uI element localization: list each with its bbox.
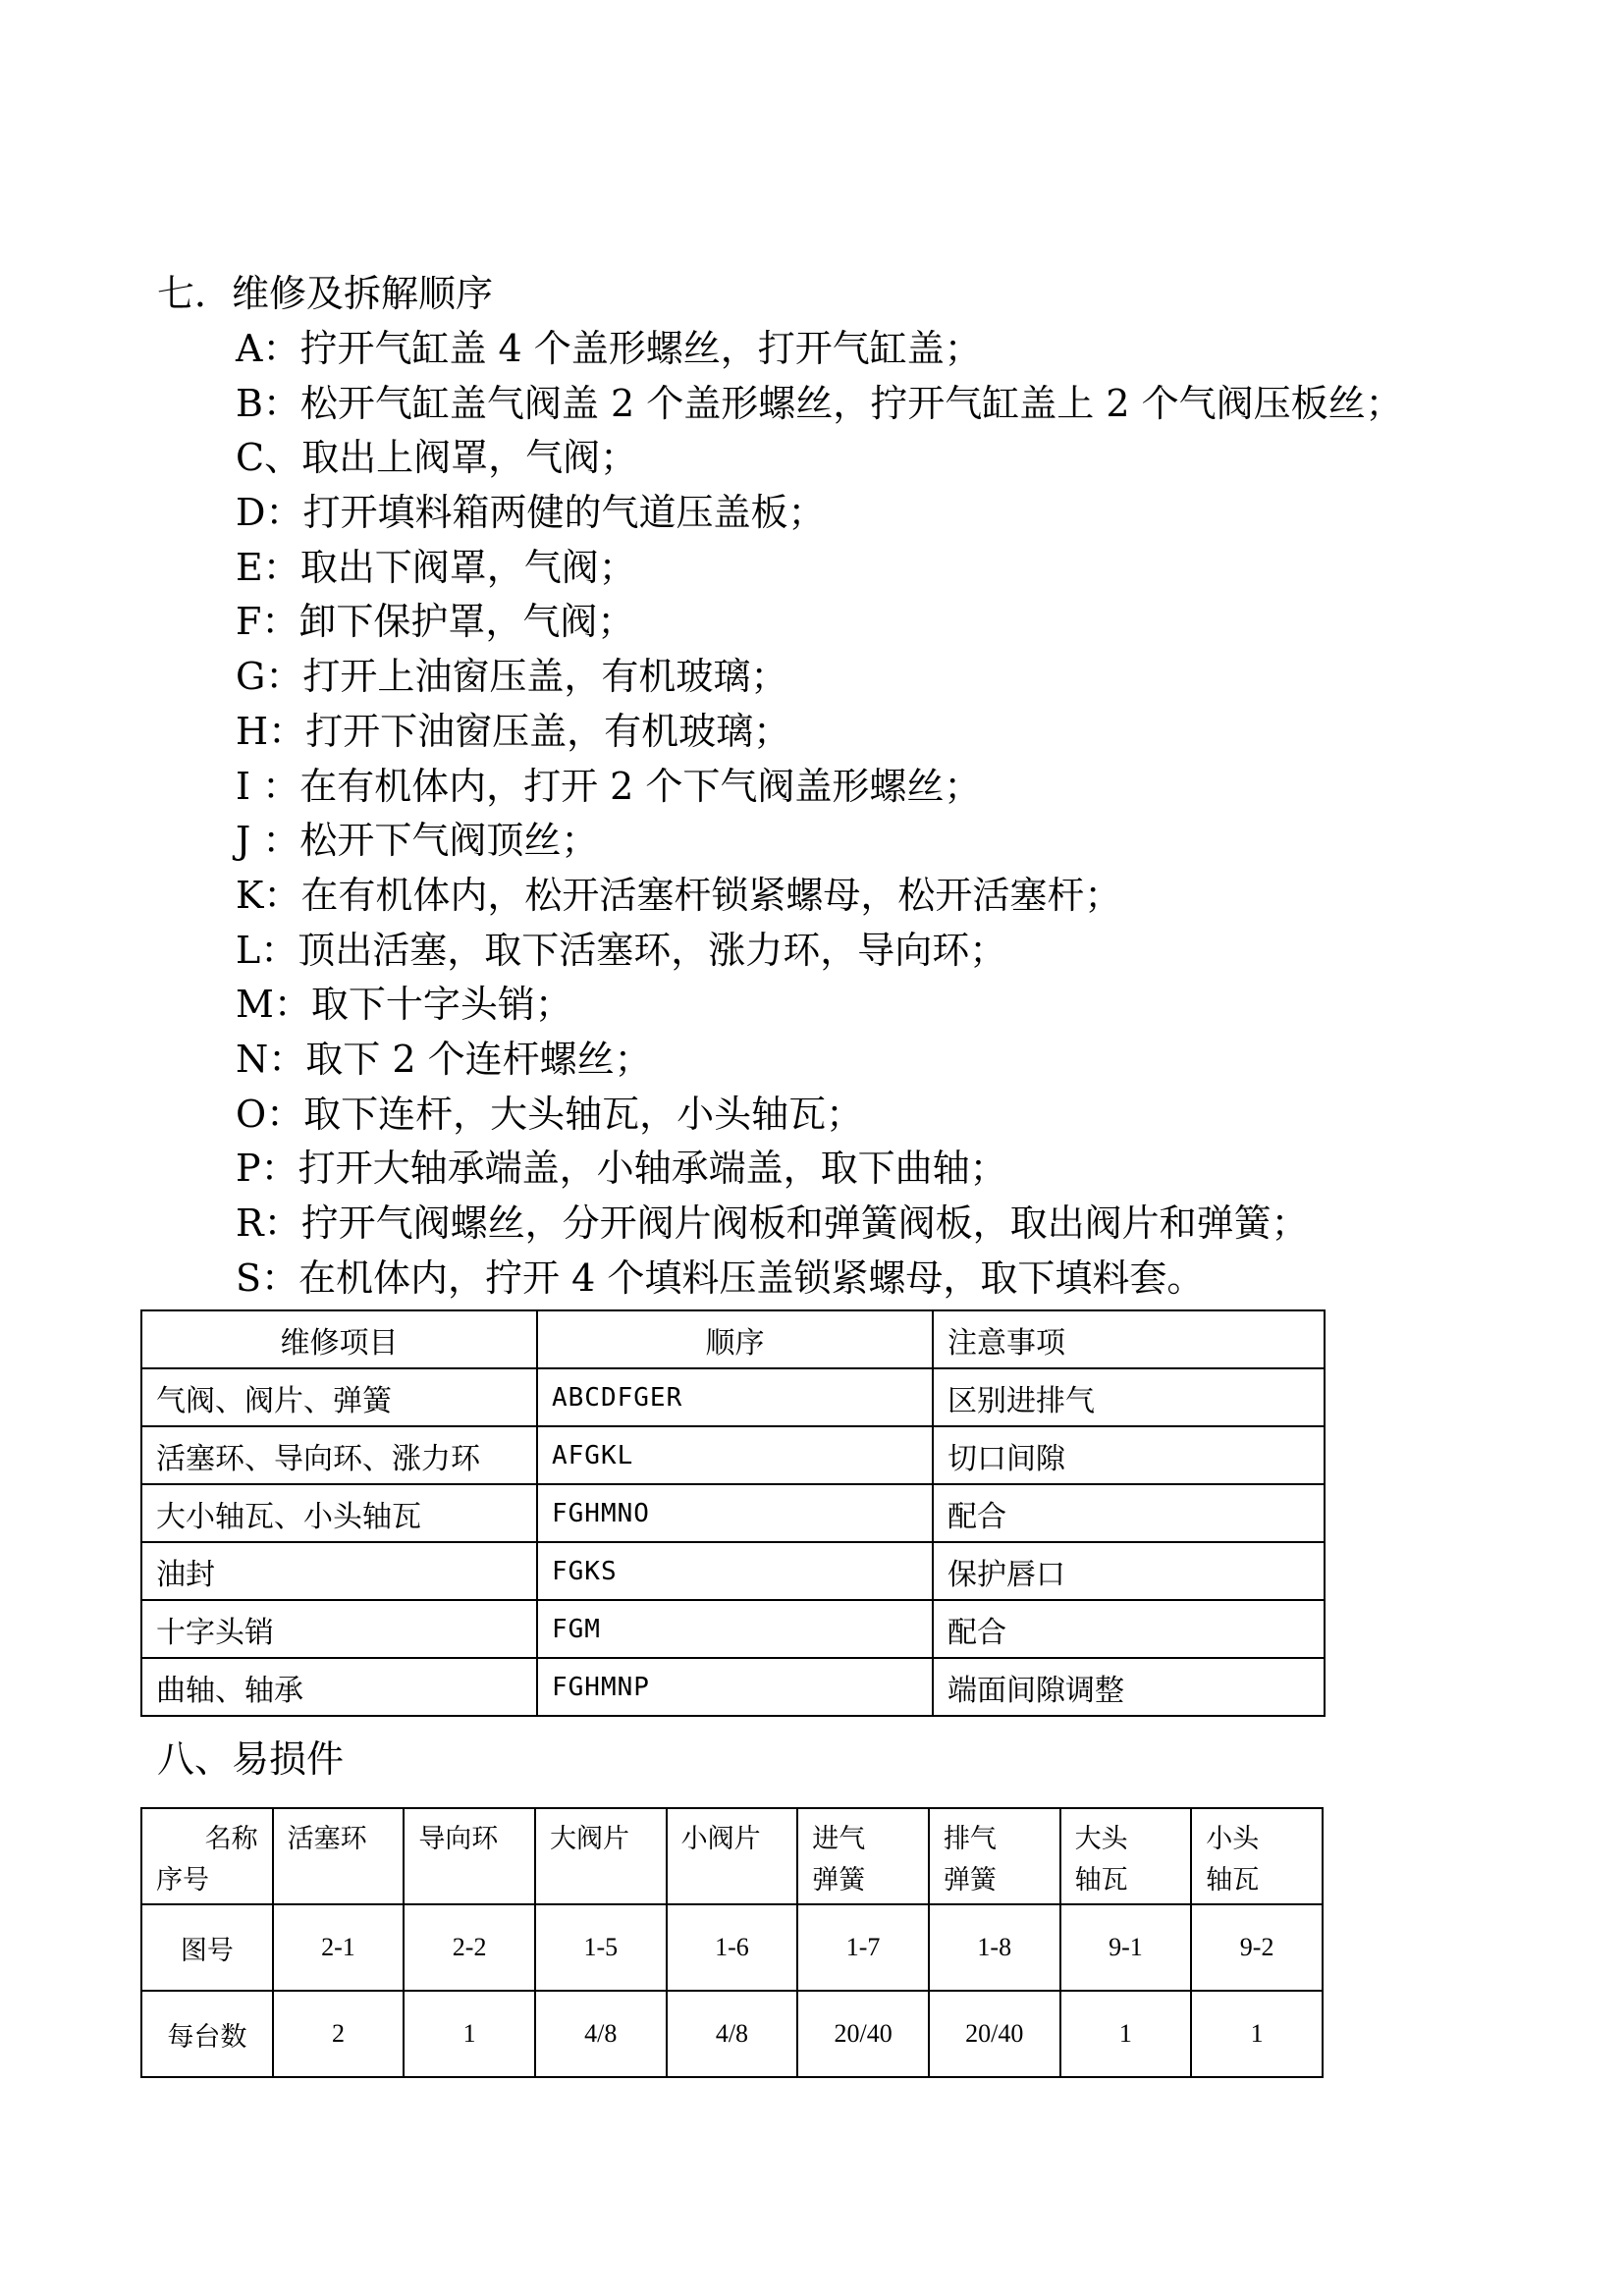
step-item: N：取下 2 个连杆螺丝； [236,1037,652,1081]
step-item: J ：松开下气阀顶丝； [236,819,599,863]
repair-item-cell: 油封 [141,1542,537,1600]
quantity-cell: 20/40 [929,1991,1060,2077]
part-name-cell [1060,1808,1192,1904]
part-name-line: 大头 [1074,1824,1128,1854]
step-item: L：顶出活塞，取下活塞环，涨力环，导向环； [236,928,1007,972]
part-name: 小阀片 [680,1824,761,1854]
repair-item-cell: 气阀、阀片、弹簧 [141,1368,537,1426]
step-item: K：在有机体内，松开活塞杆锁紧螺母，松开活塞杆； [236,873,1122,917]
table-row [141,1991,1323,2077]
disassembly-steps-list [236,322,1403,1306]
step-item: F：卸下保护罩，气阀； [236,600,635,644]
part-name-cell [667,1808,798,1904]
sequence-cell: FGKS [537,1542,933,1600]
part-name-cell [929,1808,1060,1904]
part-name-line: 小头 [1206,1824,1260,1854]
part-name-cell [273,1808,405,1904]
drawing-number-cell: 9-1 [1060,1904,1192,1991]
part-name-line: 轴瓦 [1074,1865,1128,1896]
table-header-row [141,1808,1323,1904]
section-7-title: 七．维修及拆解顺序 [157,272,494,315]
step-item: D：打开填料箱两健的气道压盖板； [236,491,826,535]
table-row [141,1904,1323,1991]
drawing-number-cell: 1-5 [535,1904,667,1991]
column-header: 维修项目 [141,1310,537,1368]
section-8-title: 八、易损件 [157,1737,345,1781]
repair-item-cell: 大小轴瓦、小头轴瓦 [141,1484,537,1542]
quantity-cell: 4/8 [535,1991,667,2077]
step-item: S：在机体内，拧开 4 个填料压盖锁紧螺母，取下填料套。 [236,1255,1205,1300]
column-header: 注意事项 [933,1310,1325,1368]
note-cell: 配合 [933,1600,1325,1658]
step-item: H：打开下油窗压盖，有机玻璃； [236,709,791,753]
part-name-cell [1191,1808,1323,1904]
wear-parts-table [140,1807,1324,2078]
quantity-cell: 1 [1191,1991,1323,2077]
part-name-line: 轴瓦 [1206,1865,1260,1896]
drawing-number-cell: 2-1 [273,1904,405,1991]
step-item: M：取下十字头销； [236,983,572,1027]
step-item: O：取下连杆，大头轴瓦，小头轴瓦； [236,1092,864,1136]
step-item: A：拧开气缸盖 4 个盖形螺丝，打开气缸盖； [236,327,982,370]
table-row [141,1658,1325,1716]
step-item: C、取出上阀罩，气阀； [236,436,638,480]
note-cell: 切口间隙 [933,1426,1325,1484]
drawing-number-cell: 1-6 [667,1904,798,1991]
step-item: I ：在有机体内，打开 2 个下气阀盖形螺丝； [236,764,982,808]
row-label-cell: 图号 [141,1904,273,1991]
repair-item-cell: 活塞环、导向环、涨力环 [141,1426,537,1484]
step-item: B：松开气缸盖气阀盖 2 个盖形螺丝，拧开气缸盖上 2 个气阀压板丝； [236,381,1403,425]
repair-item-cell: 曲轴、轴承 [141,1658,537,1716]
column-header: 顺序 [537,1310,933,1368]
table-row [141,1542,1325,1600]
note-cell: 端面间隙调整 [933,1658,1325,1716]
note-cell: 保护唇口 [933,1542,1325,1600]
step-item: G：打开上油窗压盖，有机玻璃； [236,655,788,699]
sequence-cell: FGHMNO [537,1484,933,1542]
corner-top-label: 名称 [204,1824,258,1854]
part-name-cell [535,1808,667,1904]
sequence-cell: AFGKL [537,1426,933,1484]
part-name-line: 弹簧 [812,1865,866,1896]
quantity-cell: 1 [404,1991,535,2077]
corner-bottom-label: 序号 [156,1865,209,1896]
note-cell: 配合 [933,1484,1325,1542]
quantity-cell: 20/40 [797,1991,929,2077]
table-row [141,1368,1325,1426]
repair-sequence-table [140,1309,1326,1717]
table-header-row [141,1310,1325,1368]
part-name-line: 弹簧 [943,1865,997,1896]
drawing-number-cell: 1-7 [797,1904,929,1991]
table-row [141,1484,1325,1542]
drawing-number-cell: 9-2 [1191,1904,1323,1991]
part-name-line: 进气 [812,1824,866,1854]
table-row [141,1600,1325,1658]
part-name-line: 排气 [943,1824,997,1854]
repair-item-cell: 十字头销 [141,1600,537,1658]
part-name-cell [797,1808,929,1904]
step-item: R：拧开气阀螺丝，分开阀片阀板和弹簧阀板，取出阀片和弹簧； [236,1201,1309,1245]
part-name: 导向环 [418,1824,499,1854]
drawing-number-cell: 1-8 [929,1904,1060,1991]
corner-header-cell [141,1808,273,1904]
quantity-cell: 2 [273,1991,405,2077]
part-name-cell [404,1808,535,1904]
quantity-cell: 1 [1060,1991,1192,2077]
sequence-cell: FGHMNP [537,1658,933,1716]
step-item: E：取出下阀罩，气阀； [236,545,636,589]
row-label-cell: 每台数 [141,1991,273,2077]
quantity-cell: 4/8 [667,1991,798,2077]
note-cell: 区别进排气 [933,1368,1325,1426]
sequence-cell: ABCDFGER [537,1368,933,1426]
drawing-number-cell: 2-2 [404,1904,535,1991]
part-name: 活塞环 [287,1824,367,1854]
step-item: P：打开大轴承端盖，小轴承端盖，取下曲轴； [236,1147,1007,1191]
sequence-cell: FGM [537,1600,933,1658]
table-row [141,1426,1325,1484]
part-name: 大阀片 [549,1824,629,1854]
